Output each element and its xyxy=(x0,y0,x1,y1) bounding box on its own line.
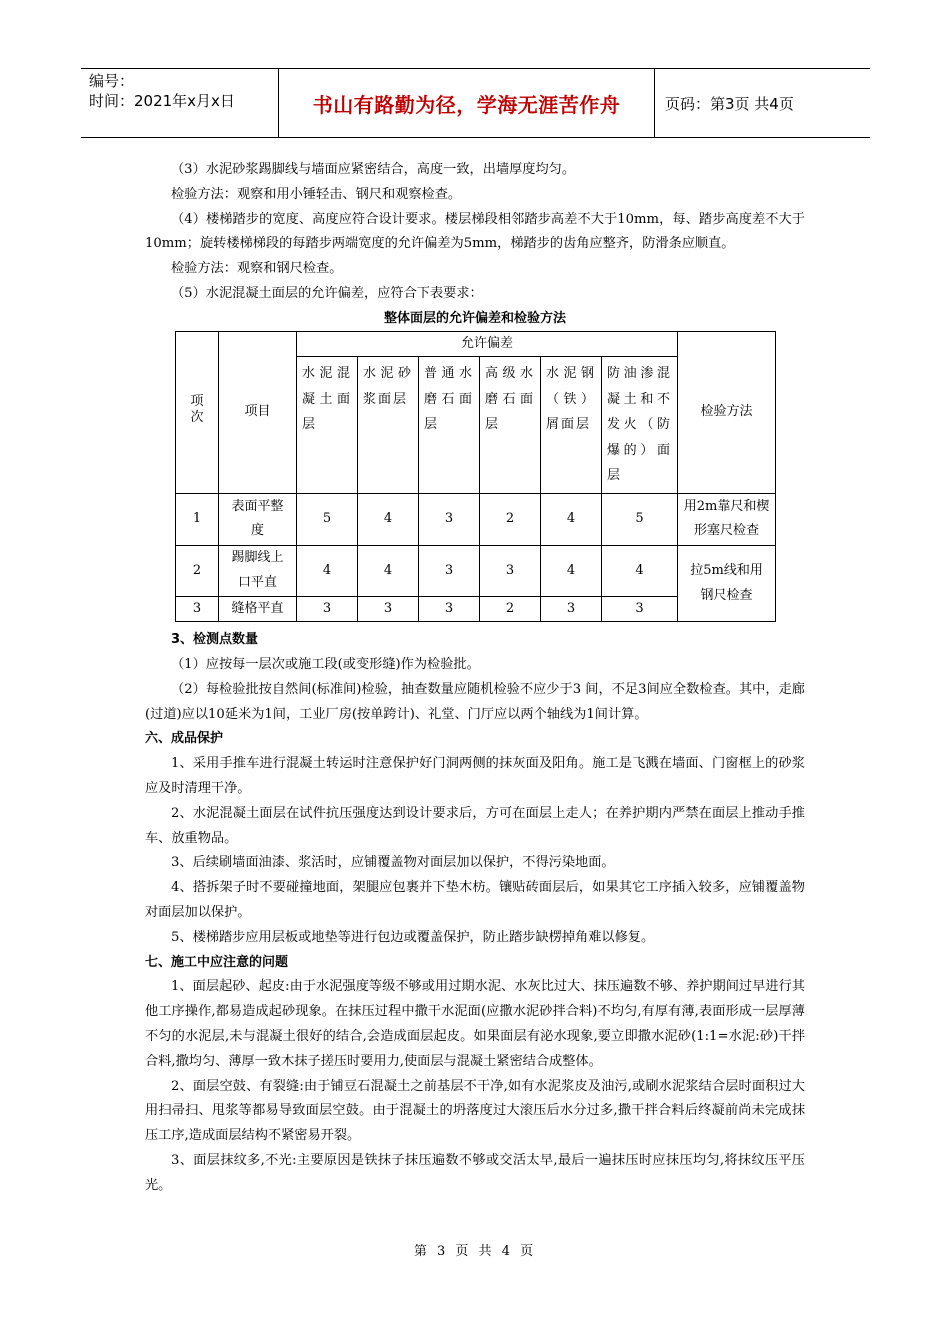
paragraph: （4）楼梯踏步的宽度、高度应符合设计要求。楼层梯段相邻踏步高差不大于10mm，每、踏步高度差不大于10mm；旋转楼梯梯段的每踏步两端宽度的允许偏差为5mm，梯踏步的齿角应整齐，防滑条应顺直。 xyxy=(145,211,805,252)
cell-value: 4 xyxy=(297,545,358,596)
subheader-cell: 普通水磨石面层 xyxy=(419,357,480,494)
paragraph: 3、面层抹纹多,不光:主要原因是铁抹子抹压遍数不够或交活太早,最后一遍抹压时应抹压均匀,将抹纹压平压光。 xyxy=(145,1153,805,1193)
deviation-table xyxy=(175,331,776,623)
paragraph: （5）水泥混凝土面层的允许偏差，应符合下表要求： xyxy=(171,285,483,301)
section-heading: 七、施工中应注意的问题 xyxy=(145,954,289,970)
paragraph: 1、采用手推车进行混凝土转运时注意保护好门洞两侧的抹灰面及阳角。施工是飞溅在墙面、门窗框上的砂浆应及时清理干净。 xyxy=(145,756,805,797)
cell-value: 4 xyxy=(358,545,419,596)
cell-method: 用2m靠尺和楔形塞尺检查 xyxy=(678,493,776,545)
paragraph: 1、面层起砂、起皮:由于水泥强度等级不够或用过期水泥、水灰比过大、抹压遍数不够、养护期间过早进行其他工序操作,都易造成起砂现象。在抹压过程中撒干水泥面(应撒水泥砂拌合料)不均匀,有厚有薄,表面形成一层厚薄不匀的水泥层,未与混凝土很好的结合,会造成面层起皮。如果面层有泌水现象,要立即撒水泥砂(1:1=水泥:砂)干拌合料,撒均匀、薄厚一致木抹子搓压时要用力,使面层与混凝土紧密结合成整体。 xyxy=(145,979,805,1069)
subheader-cell: 水泥砂浆面层 xyxy=(358,357,419,494)
document-date: 时间：2021年x月x日 xyxy=(89,92,235,110)
paragraph: 5、楼梯踏步应用层板或地垫等进行包边或覆盖保护，防止踏步缺楞掉角难以修复。 xyxy=(171,929,655,945)
subheader-cell: 水泥混凝土面层 xyxy=(297,357,358,494)
cell-value: 5 xyxy=(602,493,678,545)
header-item: 项目 xyxy=(219,331,297,493)
paragraph: （2）每检验批按自然间(标准间)检验，抽查数量应随机检验不应少于3 间，不足3间应全数检查。其中，走廊(过道)应以10延米为1间，工业厂房(按单跨计)、礼堂、门厅应以两个轴线为1间计算。 xyxy=(145,681,805,722)
paragraph: 4、搭拆架子时不要碰撞地面，架腿应包裹并下垫木枋。镶贴砖面层后，如果其它工序插入较多，应铺覆盖物对面层加以保护。 xyxy=(145,880,805,921)
cell-value: 4 xyxy=(602,545,678,596)
header-allowed-deviation: 允许偏差 xyxy=(297,331,678,357)
cell-value: 3 xyxy=(480,545,541,596)
table-header-row xyxy=(176,331,776,357)
paragraph: 3、后续刷墙面油漆、浆活时，应铺覆盖物对面层加以保护，不得污染地面。 xyxy=(171,855,615,871)
cell-value: 3 xyxy=(419,545,480,596)
paragraph: 2、面层空鼓、有裂缝:由于铺豆石混凝土之前基层不干净,如有水泥浆皮及油污,或刷水泥浆结合层时面积过大用扫帚扫、甩浆等都易导致面层空鼓。由于混凝土的坍落度过大滚压后水分过多,撒干拌合料后终凝前尚未完成抹压工序,造成面层结构不紧密易开裂。 xyxy=(145,1078,805,1144)
cell-value: 4 xyxy=(541,493,602,545)
page-footer: 第 3 页 共 4 页 xyxy=(413,1244,537,1259)
cell-index: 2 xyxy=(176,545,219,596)
cell-value: 3 xyxy=(541,596,602,622)
table-row xyxy=(176,493,776,545)
header-page-number: 页码：第3页 共4页 xyxy=(665,94,794,113)
paragraph: （1）应按每一层次或施工段(或变形缝)作为检验批。 xyxy=(171,657,480,673)
cell-method: 拉5m线和用钢尺检查 xyxy=(678,545,776,622)
section-heading: 3、检测点数量 xyxy=(171,632,259,648)
cell-item: 表面平整度 xyxy=(219,493,297,545)
paragraph: 2、水泥混凝土面层在试件抗压强度达到设计要求后，方可在面层上走人；在养护期内严禁在面层上推动手推车、放重物品。 xyxy=(145,805,805,846)
cell-value: 3 xyxy=(419,493,480,545)
subheader-cell: 水泥钢（铁）屑面层 xyxy=(541,357,602,494)
paragraph: （3）水泥砂浆踢脚线与墙面应紧密结合，高度一致，出墙厚度均匀。 xyxy=(171,162,576,177)
table-title: 整体面层的允许偏差和检验方法 xyxy=(383,310,566,326)
document-number: 编号： xyxy=(89,72,135,90)
cell-value: 3 xyxy=(358,596,419,622)
cell-index: 1 xyxy=(176,493,219,545)
cell-value: 2 xyxy=(480,493,541,545)
header-index: 项次 xyxy=(176,331,219,493)
cell-value: 4 xyxy=(358,493,419,545)
cell-value: 3 xyxy=(602,596,678,622)
cell-item: 踢脚线上口平直 xyxy=(219,545,297,596)
page-header xyxy=(81,68,870,138)
document-body xyxy=(145,158,805,1199)
cell-value: 3 xyxy=(297,596,358,622)
cell-value: 3 xyxy=(419,596,480,622)
subheader-cell: 高级水磨石面层 xyxy=(480,357,541,494)
subheader-cell: 防油渗混凝土和不发火（防爆的）面层 xyxy=(602,357,678,494)
cell-index: 3 xyxy=(176,596,219,622)
header-motto: 书山有路勤为径，学海无涯苦作舟 xyxy=(279,69,655,137)
table-row xyxy=(176,545,776,596)
header-meta xyxy=(81,69,279,137)
paragraph: 检验方法：观察和用小锤轻击、钢尺和观察检查。 xyxy=(171,186,462,202)
cell-value: 5 xyxy=(297,493,358,545)
paragraph: 检验方法：观察和钢尺检查。 xyxy=(171,261,343,277)
cell-item: 缝格平直 xyxy=(219,596,297,622)
cell-value: 4 xyxy=(541,545,602,596)
header-method: 检验方法 xyxy=(678,331,776,493)
section-heading: 六、成品保护 xyxy=(145,731,224,747)
cell-value: 2 xyxy=(480,596,541,622)
